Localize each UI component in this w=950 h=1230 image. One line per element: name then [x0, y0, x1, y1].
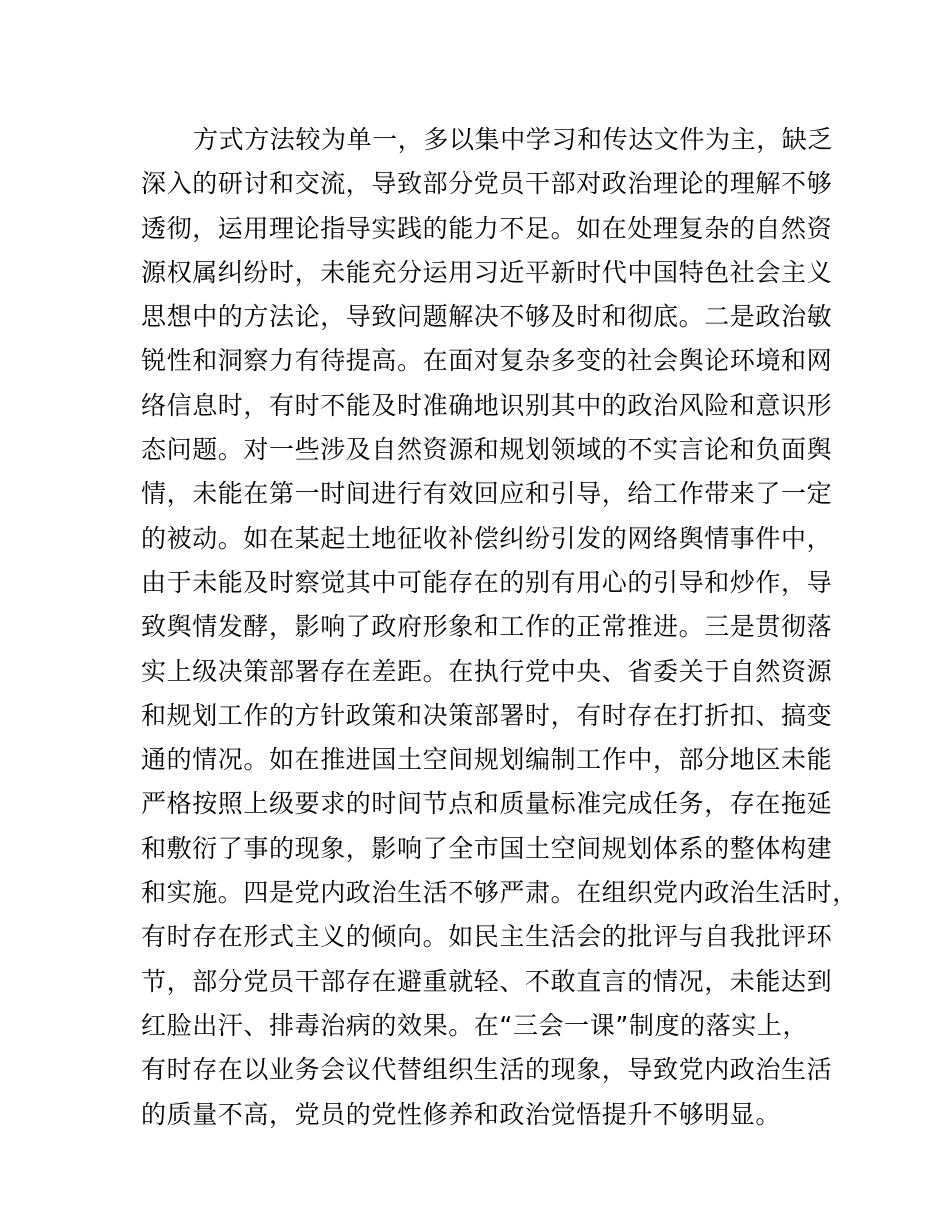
text-line: 节，部分党员干部存在避重就轻、不敢直言的情况，未能达到 — [141, 966, 833, 996]
text-line: 致舆情发酵，影响了政府形象和工作的正常推进。三是贯彻落 — [141, 612, 833, 642]
text-line: 和敷衍了事的现象，影响了全市国土空间规划体系的整体构建 — [141, 833, 833, 863]
text-line: 源权属纠纷时，未能充分运用习近平新时代中国特色社会主义 — [141, 257, 833, 287]
text-line: 和实施。四是党内政治生活不够严肃。在组织党内政治生活时， — [141, 878, 858, 908]
text-line: 锐性和洞察力有待提高。在面对复杂多变的社会舆论环境和网 — [141, 346, 833, 376]
text-line: 深入的研讨和交流，导致部分党员干部对政治理论的理解不够 — [141, 169, 833, 199]
text-line: 有时存在形式主义的倾向。如民主生活会的批评与自我批评环 — [141, 922, 833, 952]
text-line: 严格按照上级要求的时间节点和质量标准完成任务，存在拖延 — [141, 789, 833, 819]
text-line: 态问题。对一些涉及自然资源和规划领域的不实言论和负面舆 — [141, 435, 833, 465]
text-line: 实上级决策部署存在差距。在执行党中央、省委关于自然资源 — [141, 656, 833, 686]
body-paragraph — [141, 118, 858, 1137]
text-line: 和规划工作的方针政策和决策部署时，有时存在打折扣、搞变 — [141, 700, 833, 730]
text-line: 透彻，运用理论指导实践的能力不足。如在处理复杂的自然资 — [141, 213, 833, 243]
text-line: 方式方法较为单一，多以集中学习和传达文件为主，缺乏 — [193, 125, 834, 154]
text-line: 通的情况。如在推进国土空间规划编制工作中，部分地区未能 — [141, 745, 833, 775]
text-line: 有时存在以业务会议代替组织生活的现象，导致党内政治生活 — [141, 1055, 833, 1085]
text-line: 的质量不高，党员的党性修养和政治觉悟提升不够明显。 — [141, 1099, 782, 1129]
text-line: 红脸出汗、排毒治病的效果。在“三会一课”制度的落实上， — [141, 1010, 809, 1040]
text-line: 络信息时，有时不能及时准确地识别其中的政治风险和意识形 — [141, 390, 833, 420]
text-line: 情，未能在第一时间进行有效回应和引导，给工作带来了一定 — [141, 479, 833, 509]
text-line: 由于未能及时察觉其中可能存在的别有用心的引导和炒作，导 — [141, 567, 833, 597]
text-line: 的被动。如在某起土地征收补偿纠纷引发的网络舆情事件中， — [141, 523, 833, 553]
text-line: 思想中的方法论，导致问题解决不够及时和彻底。二是政治敏 — [141, 302, 833, 332]
